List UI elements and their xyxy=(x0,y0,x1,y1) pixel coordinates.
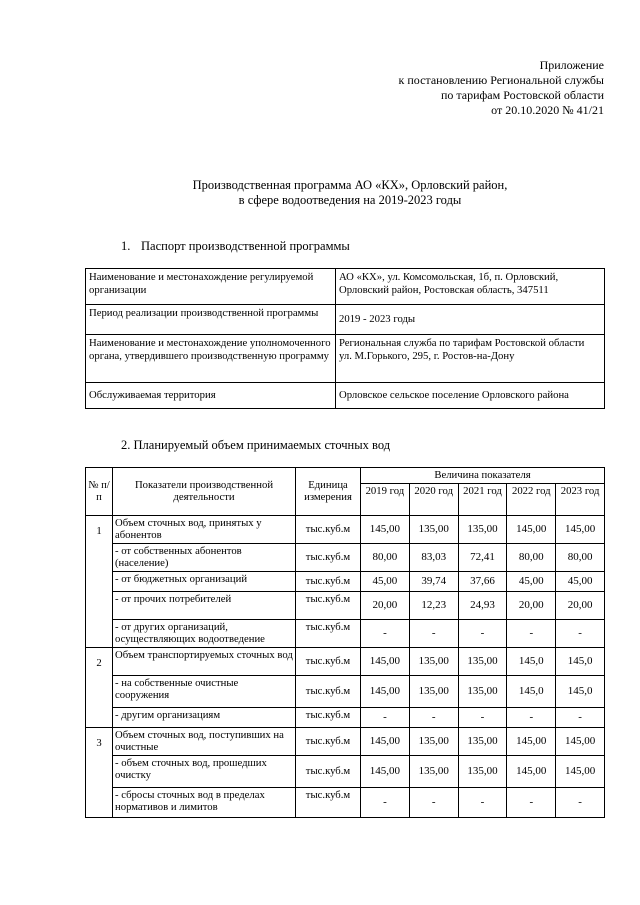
row-indicator: - другим организациям xyxy=(113,707,296,727)
row-unit: тыс.куб.м xyxy=(296,787,361,817)
row-value: 145,00 xyxy=(361,727,410,755)
row-unit: тыс.куб.м xyxy=(296,755,361,787)
title-line: Производственная программа АО «КХ», Орловский район, xyxy=(192,178,508,192)
section-1-heading xyxy=(121,239,350,254)
table-row xyxy=(86,755,605,787)
row-value: 145,00 xyxy=(361,647,410,675)
row-value: - xyxy=(361,707,410,727)
table-row xyxy=(86,335,605,383)
table-row xyxy=(86,647,605,675)
section-label: Паспорт производственной программы xyxy=(141,239,350,253)
row-value: 145,00 xyxy=(507,515,556,543)
row-value: 145,00 xyxy=(361,515,410,543)
row-unit: тыс.куб.м xyxy=(296,591,361,619)
passport-value-address: ул. М.Горького, 295, г. Ростов-на-Дону xyxy=(339,349,515,362)
header-num: № п/п xyxy=(86,468,113,516)
row-indicator: - от других организаций, осуществляющих водоотведение xyxy=(113,619,296,647)
row-value: 80,00 xyxy=(361,543,410,571)
row-number: 2 xyxy=(86,647,113,727)
row-value: - xyxy=(458,787,507,817)
table-row xyxy=(86,543,605,571)
table-row xyxy=(86,305,605,335)
row-value: 135,00 xyxy=(409,727,458,755)
row-value: 145,00 xyxy=(556,515,605,543)
row-value: 39,74 xyxy=(409,571,458,591)
row-value: 80,00 xyxy=(507,543,556,571)
appendix-line: от 20.10.2020 № 41/21 xyxy=(491,103,604,117)
row-indicator: - сбросы сточных вод в пределах нормативов и лимитов xyxy=(113,787,296,817)
row-value: - xyxy=(507,707,556,727)
header-year: 2020 год xyxy=(409,483,458,515)
header-year: 2021 год xyxy=(458,483,507,515)
row-value: 135,00 xyxy=(458,727,507,755)
passport-value-cell xyxy=(336,335,605,383)
passport-value: Региональная служба по тарифам Ростовской области xyxy=(339,337,585,349)
row-unit: тыс.куб.м xyxy=(296,727,361,755)
row-number: 3 xyxy=(86,727,113,817)
row-unit: тыс.куб.м xyxy=(296,707,361,727)
table-row xyxy=(86,269,605,305)
row-value: - xyxy=(458,619,507,647)
row-value: 145,00 xyxy=(507,727,556,755)
header-unit: Единица измерения xyxy=(296,468,361,516)
row-value: 145,00 xyxy=(507,755,556,787)
row-value: 12,23 xyxy=(409,591,458,619)
table-row xyxy=(86,787,605,817)
passport-label: Наименование и местонахождение регулируемой организации xyxy=(86,269,336,305)
table-row xyxy=(86,383,605,409)
row-value: 145,0 xyxy=(556,675,605,707)
table-header-row xyxy=(86,468,605,484)
row-value: - xyxy=(556,707,605,727)
row-unit: тыс.куб.м xyxy=(296,571,361,591)
row-value: 45,00 xyxy=(556,571,605,591)
row-value: 80,00 xyxy=(556,543,605,571)
row-value: - xyxy=(556,787,605,817)
row-unit: тыс.куб.м xyxy=(296,647,361,675)
header-year: 2023 год xyxy=(556,483,605,515)
row-value: 145,00 xyxy=(556,727,605,755)
row-value: - xyxy=(409,707,458,727)
row-value: 20,00 xyxy=(507,591,556,619)
row-value: 135,00 xyxy=(458,675,507,707)
title-line: в сфере водоотведения на 2019-2023 годы xyxy=(238,193,462,207)
row-value: 135,00 xyxy=(409,675,458,707)
row-value: 45,00 xyxy=(361,571,410,591)
row-value: 145,0 xyxy=(556,647,605,675)
row-indicator: Объем транспортируемых сточных вод xyxy=(113,647,296,675)
row-indicator: Объем сточных вод, принятых у абонентов xyxy=(113,515,296,543)
row-value: 135,00 xyxy=(409,755,458,787)
row-value: - xyxy=(361,619,410,647)
header-year: 2019 год xyxy=(361,483,410,515)
row-indicator: - от собственных абонентов (население) xyxy=(113,543,296,571)
row-value: 72,41 xyxy=(458,543,507,571)
row-unit: тыс.куб.м xyxy=(296,543,361,571)
row-value: 135,00 xyxy=(409,647,458,675)
row-indicator: - от бюджетных организаций xyxy=(113,571,296,591)
row-indicator: - на собственные очистные сооружения xyxy=(113,675,296,707)
header-year: 2022 год xyxy=(507,483,556,515)
table-row xyxy=(86,515,605,543)
row-unit: тыс.куб.м xyxy=(296,515,361,543)
row-value: 145,00 xyxy=(556,755,605,787)
row-value: 145,0 xyxy=(507,675,556,707)
table-row xyxy=(86,675,605,707)
row-indicator: - объем сточных вод, прошедших очистку xyxy=(113,755,296,787)
volume-table xyxy=(85,467,605,818)
appendix-line: Приложение xyxy=(539,58,604,72)
row-value: 24,93 xyxy=(458,591,507,619)
passport-label: Период реализации производственной программы xyxy=(86,305,336,335)
table-row xyxy=(86,707,605,727)
section-number: 1. xyxy=(121,239,131,253)
appendix-line: по тарифам Ростовской области xyxy=(440,88,604,102)
table-row xyxy=(86,619,605,647)
row-indicator: Объем сточных вод, поступивших на очистные xyxy=(113,727,296,755)
row-value: 37,66 xyxy=(458,571,507,591)
row-value: 45,00 xyxy=(507,571,556,591)
appendix-line: к постановлению Региональной службы xyxy=(398,73,604,87)
row-value: - xyxy=(409,787,458,817)
row-value: 145,00 xyxy=(361,675,410,707)
row-value: 135,00 xyxy=(458,647,507,675)
header-indicator: Показатели производственной деятельности xyxy=(113,468,296,516)
section-2-heading: 2. Планируемый объем принимаемых сточных вод xyxy=(121,438,391,452)
volume-table-body xyxy=(86,515,605,817)
row-unit: тыс.куб.м xyxy=(296,619,361,647)
passport-value: АО «КХ», ул. Комсомольская, 1б, п. Орловский, Орловский район, Ростовская область, 347511 xyxy=(336,269,605,305)
table-row xyxy=(86,571,605,591)
document-title xyxy=(60,178,640,208)
row-value: - xyxy=(458,707,507,727)
passport-label: Наименование и местонахождение уполномоченного органа, утвердившего производственную программу xyxy=(86,335,336,383)
passport-value: Орловское сельское поселение Орловского района xyxy=(336,383,605,409)
passport-label: Обслуживаемая территория xyxy=(86,383,336,409)
row-value: - xyxy=(556,619,605,647)
row-value: - xyxy=(507,787,556,817)
table-row xyxy=(86,591,605,619)
row-value: 83,03 xyxy=(409,543,458,571)
row-value: - xyxy=(361,787,410,817)
row-value: 135,00 xyxy=(409,515,458,543)
row-value: - xyxy=(507,619,556,647)
passport-value: 2019 - 2023 годы xyxy=(336,305,605,335)
header-value-group: Величина показателя xyxy=(361,468,605,484)
passport-table xyxy=(85,268,605,409)
table-row xyxy=(86,727,605,755)
row-value: 20,00 xyxy=(361,591,410,619)
row-value: 135,00 xyxy=(458,755,507,787)
appendix-block xyxy=(304,58,604,118)
row-value: - xyxy=(409,619,458,647)
row-value: 145,0 xyxy=(507,647,556,675)
row-number: 1 xyxy=(86,515,113,647)
row-indicator: - от прочих потребителей xyxy=(113,591,296,619)
row-value: 145,00 xyxy=(361,755,410,787)
row-value: 20,00 xyxy=(556,591,605,619)
row-value: 135,00 xyxy=(458,515,507,543)
row-unit: тыс.куб.м xyxy=(296,675,361,707)
